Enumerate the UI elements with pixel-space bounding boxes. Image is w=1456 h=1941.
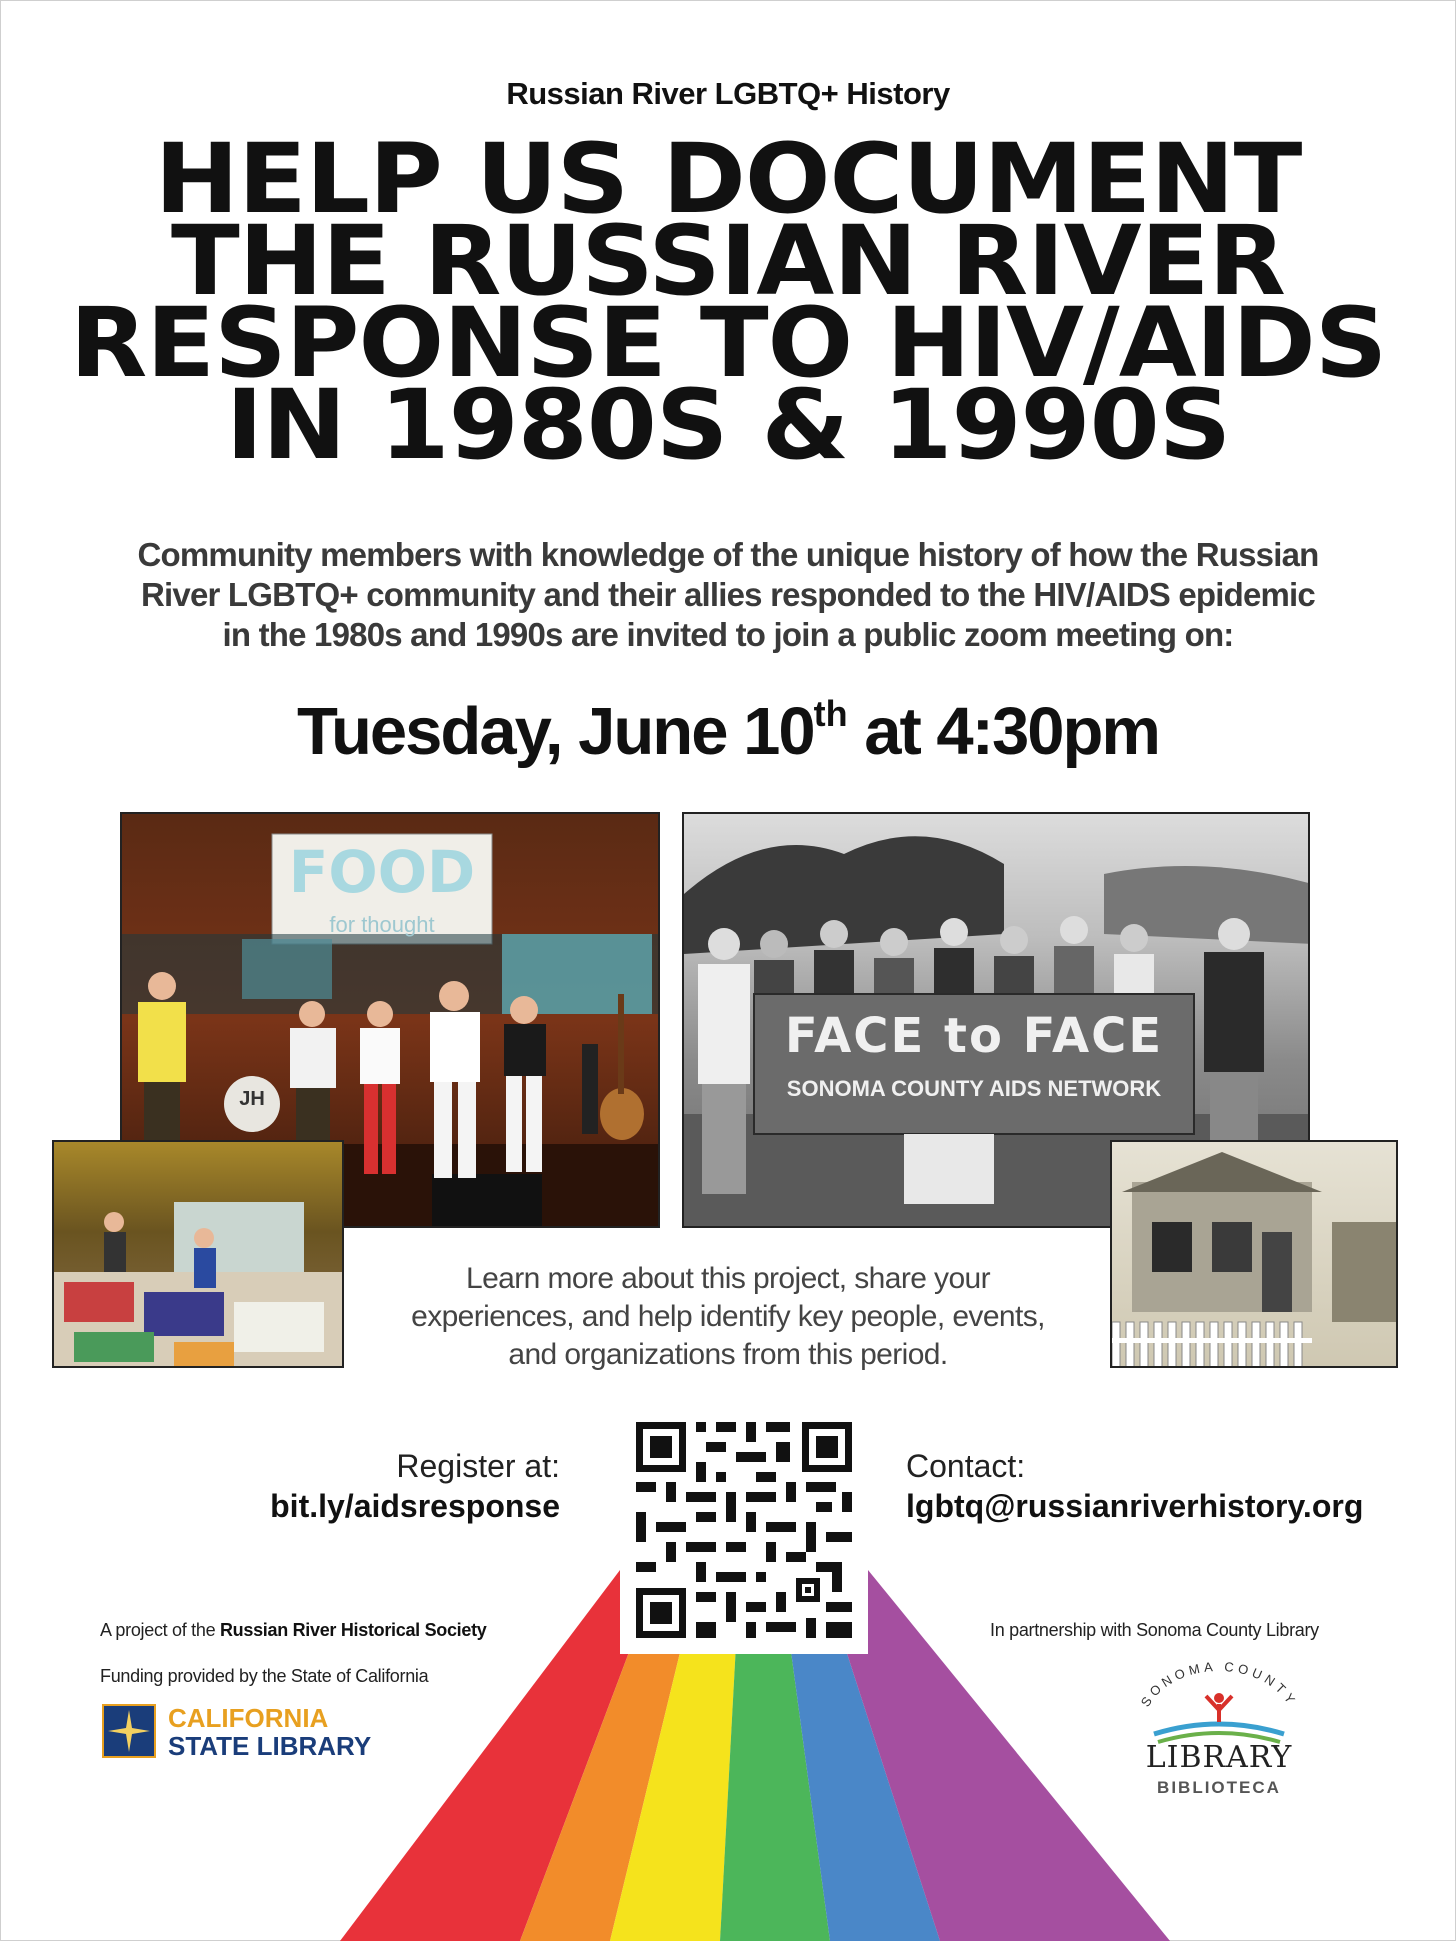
headline-line-4: IN 1980S & 1990S — [225, 369, 1231, 481]
library-name: LIBRARY — [1145, 1740, 1293, 1775]
qr-code-graphic — [620, 1406, 868, 1654]
photo-aids-quilt — [52, 1140, 344, 1368]
food-sign-sub: for thought — [329, 912, 435, 937]
event-date-suffix: th — [813, 693, 848, 734]
library-sub: BIBLIOTECA — [1157, 1778, 1281, 1797]
csl-line-1: CALIFORNIA — [168, 1703, 329, 1733]
event-time: at 4:30pm — [847, 694, 1160, 769]
photo-house — [1110, 1140, 1398, 1368]
event-date-prefix: Tuesday, June 10 — [296, 694, 814, 769]
contact-label: Contact: — [906, 1448, 1026, 1484]
funding-credit: Funding provided by the State of California — [100, 1666, 429, 1686]
project-credit-org: Russian River Historical Society — [219, 1620, 487, 1640]
drum-label: JH — [239, 1088, 265, 1110]
project-credit — [100, 1620, 487, 1641]
headline-line-1: HELP US DOCUMENT — [154, 123, 1302, 235]
project-credit-prefix: A project of the — [100, 1620, 220, 1640]
learn-line-3: and organizations from this period. — [508, 1338, 948, 1371]
partnership-credit: In partnership with Sonoma County Library — [990, 1620, 1319, 1640]
csl-line-2: STATE LIBRARY — [168, 1731, 372, 1761]
headline-line-3: RESPONSE TO HIV/AIDS — [69, 287, 1387, 399]
qr-code[interactable] — [620, 1406, 868, 1654]
headline-line-2: THE RUSSIAN RIVER — [171, 205, 1285, 317]
learn-line-1: Learn more about this project, share your — [465, 1262, 991, 1295]
intro-line-2: River LGBTQ+ community and their allies responded to the HIV/AIDS epidemic — [141, 576, 1315, 613]
headline — [0, 123, 1456, 481]
banner-line-2: SONOMA COUNTY AIDS NETWORK — [786, 1076, 1162, 1101]
csl-logo-text — [168, 1704, 371, 1760]
kicker: Russian River LGBTQ+ History — [506, 76, 950, 111]
register-label: Register at: — [396, 1448, 560, 1484]
learn-line-2: experiences, and help identify key people, events, — [411, 1300, 1045, 1333]
food-sign-main: FOOD — [288, 838, 476, 906]
california-state-library-logo — [102, 1704, 156, 1758]
intro-line-3: in the 1980s and 1990s are invited to join a public zoom meeting on: — [222, 616, 1234, 653]
library-arc-text: SONOMA COUNTY — [1137, 1658, 1301, 1710]
contact-email[interactable]: lgbtq@russianriverhistory.org — [906, 1488, 1364, 1524]
star-icon — [104, 1706, 154, 1756]
banner-line-1: FACE to FACE — [784, 1008, 1164, 1064]
sonoma-county-library-emblem — [1124, 1656, 1314, 1746]
register-link[interactable]: bit.ly/aidsresponse — [270, 1488, 560, 1524]
intro-line-1: Community members with knowledge of the unique history of how the Russian — [137, 536, 1319, 573]
intro-paragraph — [80, 535, 1376, 655]
learn-more-text — [360, 1260, 1096, 1374]
event-date — [0, 693, 1456, 770]
